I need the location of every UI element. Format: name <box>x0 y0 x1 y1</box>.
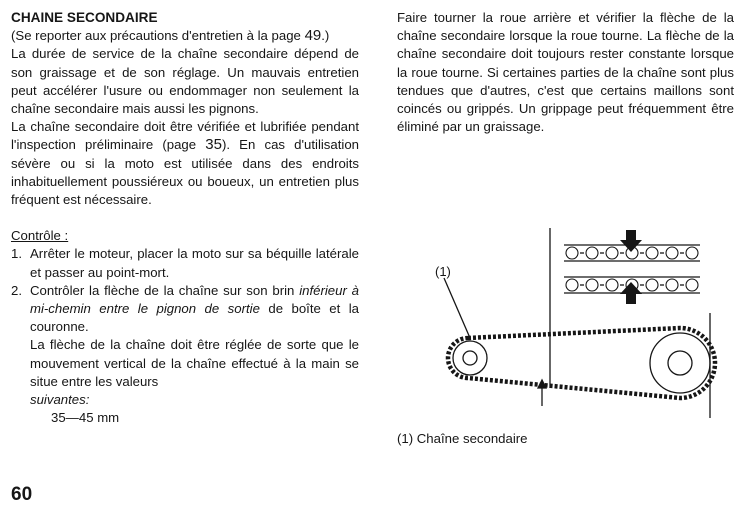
right-column <box>397 9 734 136</box>
figure-callout-label: (1) <box>435 264 451 279</box>
step-1 <box>11 245 359 281</box>
step-2-text-start: Contrôler la flèche de la chaîne sur son brin <box>30 282 300 298</box>
slack-spec-value: 35—45 mm <box>51 410 120 426</box>
page-number: 60 <box>11 484 33 505</box>
inspection-text-start: La chaîne secondaire doit être vérifiée et lubrifiée pendant l'inspection préliminaire (page <box>11 119 359 153</box>
drive-chain-diagram <box>430 228 730 418</box>
maintenance-reference <box>11 27 359 45</box>
inspection-page-number: 35 <box>205 136 222 154</box>
step-1-marker: 1. <box>11 246 22 262</box>
inspection-text-end: ). En cas d'utilisation sévère ou si la moto est utilisée dans des endroits inhabituellement poussiéreux ou boueux, un entretien plus fréquent est nécessaire. <box>11 137 359 208</box>
control-heading: Contrôle : <box>11 228 69 244</box>
section-title: CHAINE SECONDAIRE <box>11 10 158 25</box>
left-column <box>11 9 359 427</box>
reference-page-number: 49 <box>304 27 322 45</box>
step-2-text-end: de boîte et la couronne. <box>30 301 359 335</box>
step-2-detail: La flèche de la chaîne doit être réglée de sorte que le mouvement vertical de la chaîne effectué à la main se situe entre les valeurs <box>30 337 359 389</box>
service-life-paragraph: La durée de service de la chaîne secondaire dépend de son graissage et de son réglage. Un mauvais entretien peut accélérer l'usure ou endommager non seulement la chaîne secondaire mais aussi les pignons. <box>11 46 359 117</box>
control-steps <box>11 245 359 336</box>
step-1-text: Arrêter le moteur, placer la moto sur sa béquille latérale et passer au point-mort. <box>30 246 359 280</box>
callout-leader <box>444 278 470 338</box>
inspection-paragraph <box>11 118 359 209</box>
rotation-check-paragraph: Faire tourner la roue arrière et vérifier la flèche de la chaîne secondaire lorsque la roue tourne. La flèche de la chaîne secondaire doit toujours rester constante lorsque la roue tourne. Si certaines parties de la chaîne sont plus tendues que d'autres, c'est que certains maillons sont coincés ou grippés. Un grippage peut fréquemment être éliminé par un graissage. <box>397 10 734 135</box>
figure-caption: (1) Chaîne secondaire <box>397 431 528 446</box>
arrow-down-icon <box>620 230 642 252</box>
step-2-values-label: suivantes: <box>30 392 90 408</box>
reference-text-start: (Se reporter aux précautions d'entretien à la page <box>11 28 305 44</box>
step-2 <box>11 282 359 337</box>
reference-text-end: .) <box>321 28 330 44</box>
step-2-text-italic: inférieur à mi-chemin entre le pignon de sortie <box>30 282 359 317</box>
rear-sprocket <box>650 333 710 393</box>
chain-loop <box>448 328 715 398</box>
step-2-marker: 2. <box>11 282 22 298</box>
front-sprocket <box>453 341 487 375</box>
